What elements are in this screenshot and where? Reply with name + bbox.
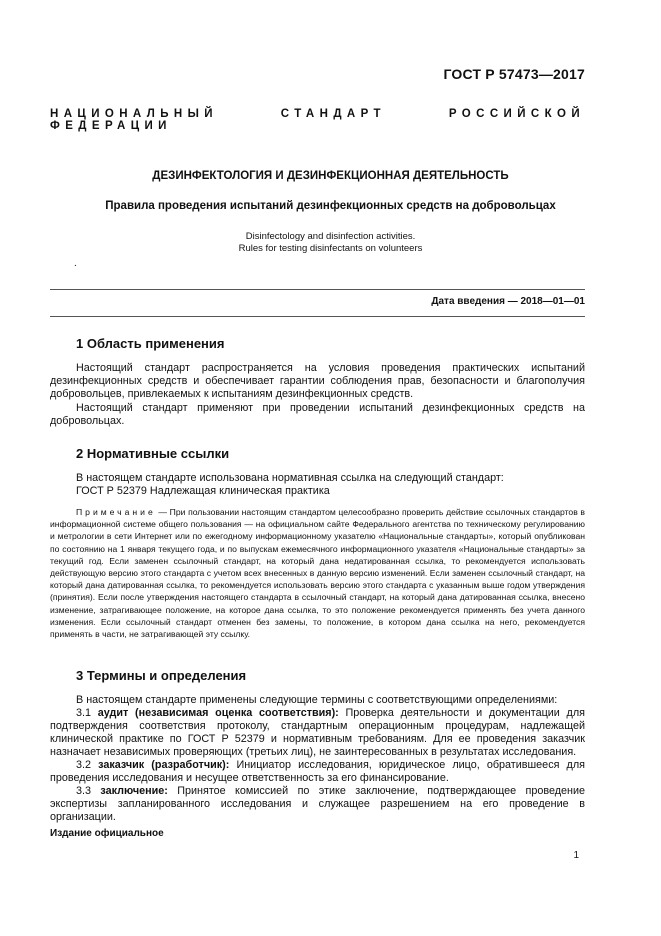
term-3-3	[50, 785, 585, 824]
term-number: 3.3	[76, 785, 92, 797]
section-1-heading: 1 Область применения	[76, 336, 225, 351]
document-number: ГОСТ Р 57473—2017	[443, 66, 585, 82]
term-name: аудит (независимая оценка соответствия):	[97, 707, 339, 719]
term-definition: Принятое комиссией по этике заключение, подтверждающее проведение экспертизы запланированного исследования и служащее разрешением на его проведение в организации.	[50, 785, 586, 823]
english-title-line-1: Disinfectology and disinfection activities.	[245, 231, 416, 242]
term-3-2	[50, 759, 585, 785]
term-number: 3.2	[76, 759, 92, 771]
section-3-intro: В настоящем стандарте применены следующие термины с соответствующими определениями:	[76, 694, 558, 706]
section-2-reference: ГОСТ Р 52379 Надлежащая клиническая практика	[76, 485, 330, 497]
title-dot: .	[74, 258, 77, 269]
term-definition: Инициатор исследования, юридическое лицо, обратившееся для проведения исследования и несущее ответственность за его финансирование.	[50, 759, 585, 784]
english-title-line-2: Rules for testing disinfectants on volunteers	[238, 243, 423, 254]
page-number: 1	[573, 850, 579, 861]
term-name: заключение:	[100, 785, 168, 797]
document-title: ДЕЗИНФЕКТОЛОГИЯ И ДЕЗИНФЕКЦИОННАЯ ДЕЯТЕЛЬНОСТЬ	[152, 170, 509, 182]
section-1-paragraph-2: Настоящий стандарт применяют при проведении испытаний дезинфекционных средств на добровольцах.	[50, 402, 585, 427]
introduction-date: Дата введения — 2018—01—01	[431, 296, 585, 307]
divider-bottom	[50, 316, 585, 317]
section-1-paragraph-1: Настоящий стандарт распространяется на условия проведения практических испытаний дезинфекционных средств и обеспечивает гарантии соблюдения прав, безопасности и благополучия добровольцев, привлекаемых к испытаниям дезинфекционных средств.	[50, 362, 585, 400]
note-label: Примечание	[76, 507, 156, 517]
section-3-heading: 3 Термины и определения	[76, 668, 247, 683]
divider-top	[50, 289, 585, 290]
note-text: — При пользовании настоящим стандартом целесообразно проверить действие ссылочных стандартов в информационной системе общего пользования — на официальном сайте Федерального агентства по техническому регулированию и метрологии в сети Интернет или по ежегодному информационному указателю «Национальные стандарты», который опубликован по состоянию на 1 января текущего года, и по выпускам ежемесячного информационного указателя «Национальные стандарты» за текущий год. Если заменен ссылочный стандарт, на который дана недатированная ссылка, то рекомендуется использовать действующую версию этого стандарта с учетом всех внесенных в данную версию изменений. Если заменен ссылочный стандарт, на который дана датированная ссылка, то рекомендуется использовать версию этого стандарта с указанным выше годом утверждения (принятия). Если после утверждения настоящего стандарта в ссылочный стандарт, на который дана датированная ссылка, внесено изменение, затрагивающее положение, на которое дана ссылка, то это положение рекомендуется применять без учета данного изменения. Если ссылочный стандарт отменен без замены, то положение, в котором дана ссылка на него, рекомендуется применять в части, не затрагивающей эту ссылку.	[50, 507, 585, 640]
term-definition: Проверка деятельности и документации для подтверждения соответствия протоколу, стандартным операционным процедурам, надлежащей клинической практике по ГОСТ Р 52379 и нормативным требованиям. Для ее проведения заказчик назначает независимых проверяющих (третьих лиц), не заинтересованных в результатах исследования.	[50, 707, 585, 758]
term-number: 3.1	[76, 707, 92, 719]
term-3-1	[50, 707, 585, 759]
section-2-paragraph-1: В настоящем стандарте использована нормативная ссылка на следующий стандарт:	[76, 472, 504, 484]
section-2-note	[50, 506, 585, 640]
document-subtitle: Правила проведения испытаний дезинфекционных средств на добровольцах	[105, 200, 556, 212]
term-name: заказчик (разработчик):	[98, 759, 230, 771]
section-2-heading: 2 Нормативные ссылки	[76, 446, 230, 461]
national-standard-banner: НАЦИОНАЛЬНЫЙ СТАНДАРТ РОССИЙСКОЙ ФЕДЕРАЦИИ	[50, 108, 585, 132]
official-edition-label: Издание официальное	[50, 828, 164, 839]
